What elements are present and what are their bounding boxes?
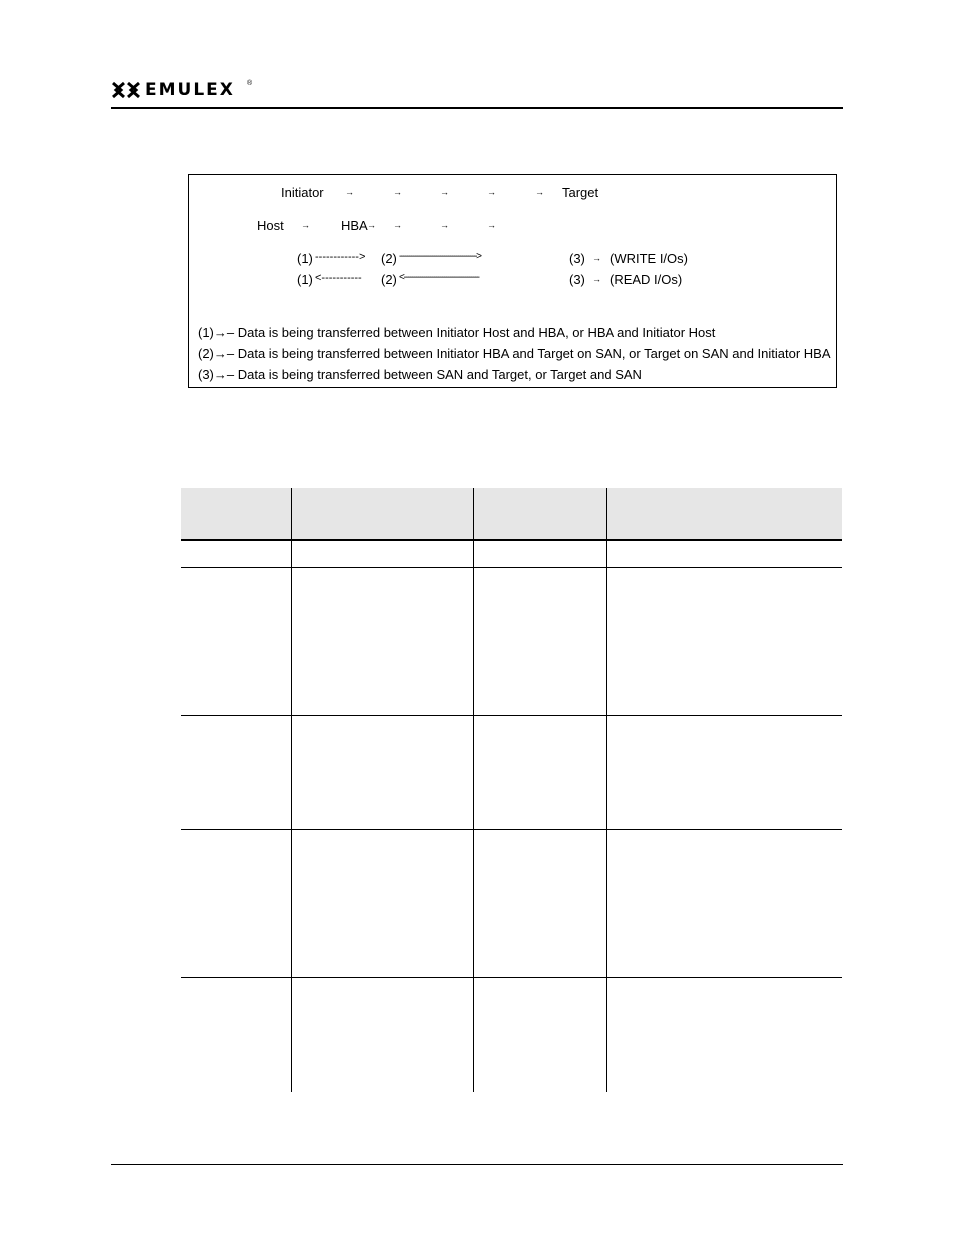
write-dash-1: ------------> [315, 251, 366, 263]
emulex-mark-icon [111, 80, 141, 100]
right-arrow-icon: → [301, 220, 310, 230]
right-arrow-icon: → [393, 187, 402, 197]
header-rule [111, 107, 843, 109]
right-arrow-icon: → [393, 220, 402, 230]
hba-label: HBA [341, 218, 368, 233]
logo-wordmark: EMULEX [145, 80, 235, 100]
metrics-table [181, 488, 842, 1092]
read-ios-label: (READ I/Os) [610, 272, 683, 287]
read-point-3: (3) [569, 272, 585, 287]
read-point-2: (2) [381, 272, 397, 287]
right-arrow-icon: → [535, 187, 544, 197]
table-row-divider [181, 829, 842, 830]
write-point-2: (2) [381, 251, 397, 266]
legend-item-2: (2)→– Data is being transferred between Initiator HBA and Target on SAN, or Target on SAN and Initiator HBA [198, 346, 831, 361]
emulex-logo [111, 80, 261, 100]
table-row-divider [181, 567, 842, 568]
initiator-label: Initiator [281, 185, 324, 200]
legend-item-3: (3)→– Data is being transferred between SAN and Target, or Target and SAN [198, 367, 642, 382]
write-ios-label: (WRITE I/Os) [610, 251, 688, 266]
legend-item-1: (1)→– Data is being transferred between Initiator Host and HBA, or HBA and Initiator Host [198, 325, 716, 340]
registered-mark: ® [247, 80, 253, 87]
table-column-divider [291, 488, 292, 1092]
footer-rule [111, 1164, 843, 1165]
write-point-3: (3) [569, 251, 585, 266]
write-dash-2: --------------------------------------> [399, 251, 481, 262]
read-dash-2: <------------------------------------- [399, 272, 479, 283]
table-header-rule [181, 539, 842, 541]
right-arrow-icon: → [592, 274, 601, 284]
right-arrow-icon: → [345, 187, 354, 197]
target-label: Target [562, 185, 599, 200]
table-row-divider [181, 977, 842, 978]
data-flow-diagram [188, 174, 837, 388]
right-arrow-icon: → [440, 220, 449, 230]
table-column-divider [606, 488, 607, 1092]
table-row-divider [181, 715, 842, 716]
right-arrow-icon: → [487, 220, 496, 230]
right-arrow-icon: → [487, 187, 496, 197]
host-label: Host [257, 218, 284, 233]
table-column-divider [473, 488, 474, 1092]
read-point-1: (1) [297, 272, 313, 287]
right-arrow-icon: → [440, 187, 449, 197]
table-header-row [181, 488, 842, 539]
read-dash-1: <----------- [315, 272, 362, 284]
right-arrow-icon: → [367, 220, 376, 230]
write-point-1: (1) [297, 251, 313, 266]
right-arrow-icon: → [592, 253, 601, 263]
